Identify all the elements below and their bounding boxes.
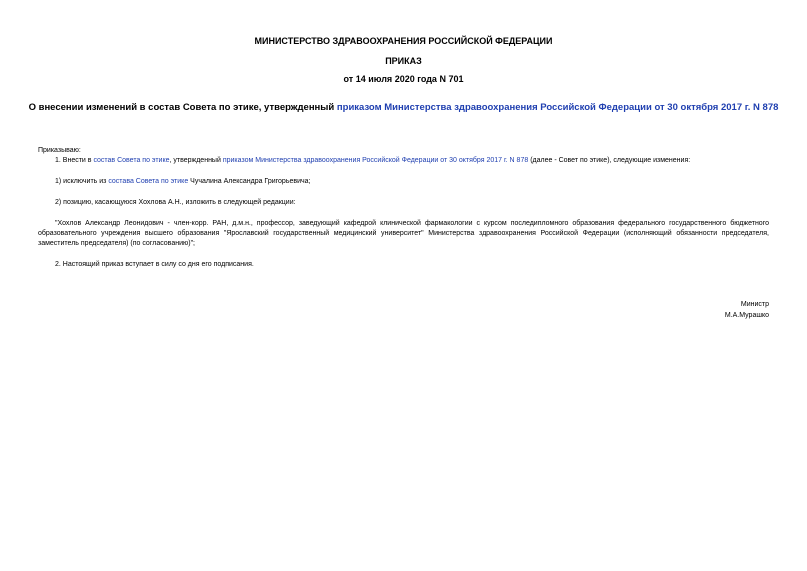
title-order-link[interactable]: приказом Министерства здравоохранения Российской Федерации от 30 октября 2017 г. N 878 (336, 102, 779, 113)
item-1-mid-text: , утвержденный (169, 157, 223, 164)
item-2: 2. Настоящий приказ вступает в силу со дня его подписания. (55, 261, 254, 268)
date-number: от 14 июля 2020 года N 701 (343, 74, 464, 84)
council-composition-link-2[interactable]: состава Совета по этике (108, 178, 189, 185)
subitem-1-text: 1) исключить из (55, 178, 109, 185)
subitem-2: 2) позицию, касающуюся Хохлова А.Н., изложить в следующей редакции: (55, 199, 296, 206)
title-text: О внесении изменений в состав Совета по этике, утвержденный (28, 102, 337, 113)
item-1 (55, 156, 690, 166)
document-title (0, 102, 807, 113)
council-composition-link[interactable]: состав Совета по этике (93, 157, 170, 164)
preamble: Приказываю: (38, 147, 81, 154)
subitem-1 (55, 177, 310, 187)
ministry-heading: МИНИСТЕРСТВО ЗДРАВООХРАНЕНИЯ РОССИЙСКОЙ ФЕДЕРАЦИИ (254, 36, 553, 46)
item-1-text: 1. Внести в (55, 157, 94, 164)
signature-name: М.А.Мурашко (724, 312, 769, 319)
doc-type-heading: ПРИКАЗ (385, 56, 422, 66)
order-878-link[interactable]: приказом Министерства здравоохранения Российской Федерации от 30 октября 2017 г. N 878 (222, 157, 529, 164)
quoted-position: "Хохлов Александр Леонидович - член-корр. РАН, д.м.н., профессор, заведующий кафедрой клинической фармакологии с курсом последипломного образования федерального государственного бюджетного образовательного учреждения высшего образования "Ярославский государственный медицинский университет" Министерства здравоохранения Российской Федерации (исполняющий обязанности председателя, заместитель председателя) (по согласованию)"; (38, 220, 769, 247)
signature-position: Министр (740, 301, 769, 308)
item-1-suffix-text: (далее - Совет по этике), следующие изменения: (528, 157, 691, 164)
subitem-1-suffix-text: Чучалина Александра Григорьевича; (188, 178, 311, 185)
